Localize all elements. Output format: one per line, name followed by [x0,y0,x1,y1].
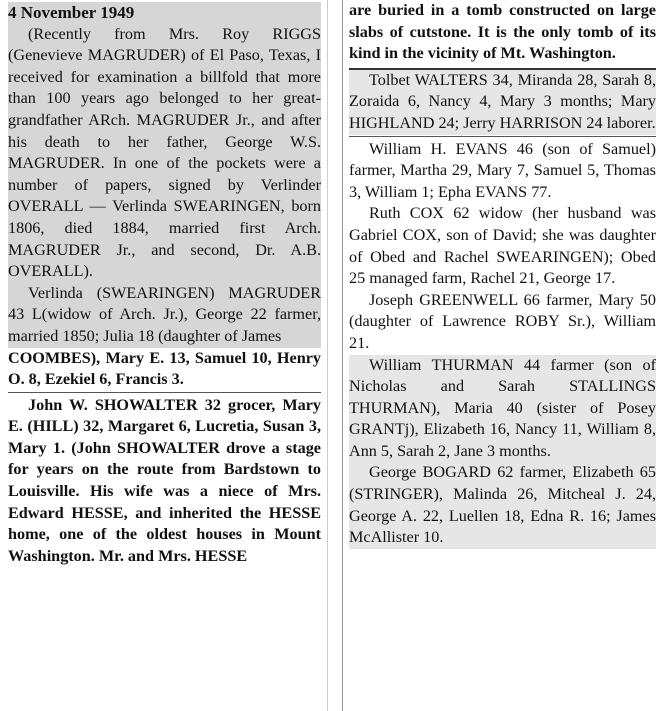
right-clipping-middle [349,70,656,135]
right-column [342,0,666,711]
hesse-continued-paragraph: are buried in a tomb constructed on large slabs of cutstone. It is the only tomb of its kind in the vicinity of Mt. Washington. [349,1,656,63]
greenwell-paragraph: Joseph GREENWELL 66 farmer, Mary 50 (daughter of Lawrence ROBY Sr.), William 21. [349,290,656,352]
right-clipping-bottom [349,355,656,549]
evans-paragraph: William H. EVANS 46 (son of Samuel) farmer, Martha 29, Mary 7, Samuel 5, Thomas 3, William 1; Epha EVANS 77. [349,139,656,201]
left-column [0,0,328,711]
magruder-paragraph-continued: COOMBES), Mary E. 13, Samuel 10, Henry O. 8, Ezekiel 6, Francis 3. [8,348,321,389]
left-clipping-top [8,2,321,348]
paragraph-divider [8,392,321,393]
cox-paragraph: Ruth COX 62 widow (her husband was Gabriel COX, son of David; she was daughter of Obed and Rachel SWEARINGEN); Obed 25 managed farm, Rachel 21, George 17. [349,204,656,288]
date-heading: 4 November 1949 [8,3,135,22]
intro-paragraph: (Recently from Mrs. Roy RIGGS (Genevieve MAGRUDER) of El Paso, Texas, I received for examination a billfold that more than 100 years ago belonged to her great-grandfather ARch. MAGRUDER Jr., and after his death to her father, George W.S. MAGRUDER. In one of the pockets were a number of papers, signed by Verlinder OVERALL — Verlinda SWEARINGEN, born 1806, died 1884, married first Arch. MAGRUDER Jr., and second, Dr. A.B. OVERALL). [8,24,321,281]
paragraph-divider-2 [349,136,656,137]
showalter-paragraph: John W. SHOWALTER 32 grocer, Mary E. (HILL) 32, Margaret 6, Lucretia, Susan 3, Mary 1. (John SHOWALTER drove a stage for years on the route from Bardstown to Louisville. His wife was a niece of Mrs. Edward HESSE, and inherited the HESSE home, one of the oldest houses in Mount Washington. Mr. and Mrs. HESSE [8,395,321,565]
thurman-paragraph: William THURMAN 44 farmer (son of Nicholas and Sarah STALLINGS THURMAN), Maria 40 (sister of Posey GRANTj), Elizabeth 16, Nancy 11, William 8, Ann 5, Sarah 2, Jane 3 months. [349,355,656,460]
bogard-paragraph: George BOGARD 62 farmer, Elizabeth 65 (STRINGER), Malinda 26, Mitcheal J. 24, George A. 22, Luellen 18, Edna R. 16; James McAllister 10. [349,463,656,547]
magruder-paragraph: Verlinda (SWEARINGEN) MAGRUDER 43 L(widow of Arch. Jr.), George 22 farmer, married 1850; Julia 18 (daughter of James [8,283,321,345]
walters-paragraph: Tolbet WALTERS 34, Miranda 28, Sarah 8, Zoraida 6, Nancy 4, Mary 3 months; Mary HIGHLAND 24; Jerry HARRISON 24 laborer. [349,70,656,132]
